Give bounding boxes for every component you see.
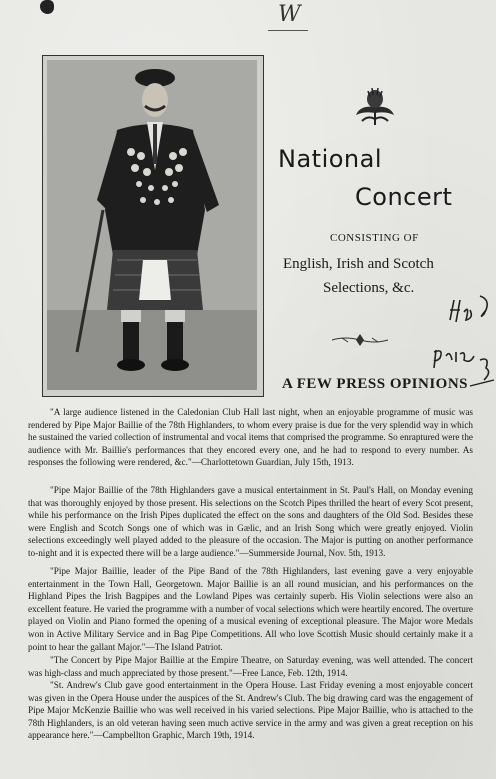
portrait-photo: [47, 60, 257, 390]
pencil-mark: W: [278, 2, 301, 27]
title-national: National: [278, 145, 383, 173]
ink-stain: [40, 0, 54, 14]
press-opinions-heading: A FEW PRESS OPINIONS: [282, 376, 469, 392]
divider-ornament-icon: [330, 330, 390, 350]
piper-figure-image: [47, 60, 257, 390]
selections-line-2: Selections, &c.: [323, 280, 415, 296]
press-quote-3: "Pipe Major Baillie, leader of the Pipe Band of the 78th Highlanders, last evening gave a very enjoyable entertainment in the Town Hall, Georgetown. Major Baillie is an all round musician, and his performances on the Highland Pipes the Irish Bagpipes and the Lowland Pipes was certainly superb. His Violin selections were also an excellent feature. He varied the programme with a number of vocal selections which were heartily encored. The overture played on Violin and Piano formed the opening of a musical evening of exceptional pleasure. The Major wore Medals won in Active Military Service and in Bag Pipe Competitions. All who love Scottish Music should certainly make it a point to hear the gallant Major."—The Island Patriot.: [28, 566, 473, 652]
selections-line-1: English, Irish and Scotch: [283, 256, 434, 272]
press-quote-4: "The Concert by Pipe Major Baillie at the Empire Theatre, on Saturday evening, was well attended. The concert was high-class and much appreciated by those present."—Free Lance, Feb. 12th, 1914.: [28, 655, 473, 678]
title-concert: Concert: [355, 183, 453, 211]
pencil-underline: [268, 30, 308, 31]
thistle-emblem-icon: [350, 85, 400, 130]
press-quote-2: "Pipe Major Baillie of the 78th Highlanders gave a musical entertainment in St. Paul's Hall, on Monday evening that was thoroughly enjoyed by those present. His selections on the Scotch Pipes thrilled the heart of every Scot present, while his performance on the Irish Pipes duplicated the effect on the sons and daughters of the Old Sod. Besides these were English and Scotch Songs one of which was in Gælic, and an Irish Song which were greatly enjoyed. Violin selections exceedingly well played added to the pleasure of the occasion. The Major is putting on another performance to-night and it is expected there will be a large audience."—Summerside Journal, Nov. 5th, 1913.: [28, 485, 473, 558]
subtitle-consisting: CONSISTING OF: [330, 232, 419, 244]
press-quote-1: "A large audience listened in the Caledonian Club Hall last night, when an enjoyable programme of music was rendered by Pipe Major Baillie of the 78th Highlanders, to whom every praise is due for the very splendid way in which he sustained the varied collection of instrumental and vocal items that comprised the programme. So enraptured were the audience with Mr. Baillie's performances that they encored every one, and he had to respond to every number. As responses the following were rendered, &c."—Charlottetown Guardian, July 15th, 1913.: [28, 407, 473, 468]
press-quote-5: "St. Andrew's Club gave good entertainment in the Opera House. Last Friday evening a most enjoyable concert was given in the Opera House under the auspices of the St. Andrew's Club. The big drawing card was the engagement of Pipe Major McKenzie Baillie who was well received in his varied selections. Pipe Major Baillie, who is attached to the 78th Highlanders, is an old veteran having seen much active service in the army and was given a great reception on his appearance here."—Campbellton Graphic, March 19th, 1914.: [28, 680, 473, 741]
portrait-frame: [42, 55, 264, 397]
